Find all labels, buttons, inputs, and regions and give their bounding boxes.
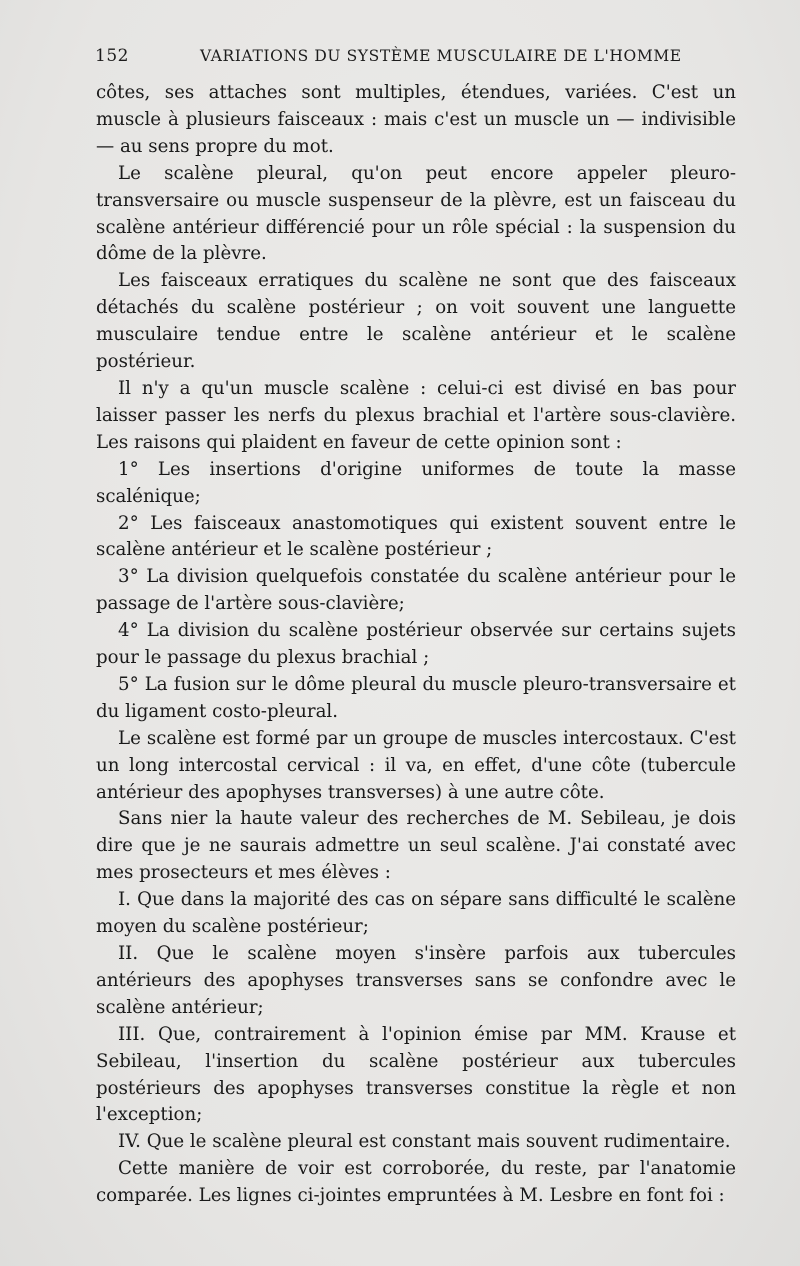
page-number: 152 [95,46,129,66]
list-item-2: 2° Les faisceaux anastomotiques qui existent souvent entre le scalène antérieur et le scalène postérieur ; [96,512,736,561]
list-item-4: 4° La division du scalène postérieur observée sur certains sujets pour le passage du plexus brachial ; [96,620,736,669]
list-item-II: II. Que le scalène moyen s'insère parfois aux tubercules antérieurs des apophyses transverses sans se confondre avec le scalène antérieur; [96,943,736,1018]
list-item-III: III. Que, contrairement à l'opinion émise par MM. Krause et Sebileau, l'insertion du scalène postérieur aux tubercules postérieurs des apophyses transverses constitue la règle et non l'exception; [96,1023,736,1126]
list-item-1: 1° Les insertions d'origine uniformes de toute la masse scalénique; [96,458,736,507]
paragraph-faisceaux-erratiques: Les faisceaux erratiques du scalène ne sont que des faisceaux détachés du scalène postérieur ; on voit souvent une languette musculaire tendue entre le scalène antérieur et le scalène postérieur. [96,270,736,373]
body-text [96,80,736,1210]
running-head-title: VARIATIONS DU SYSTÈME MUSCULAIRE DE L'HOMME [200,47,682,65]
paragraph-scalene-pleural: Le scalène pleural, qu'on peut encore appeler pleuro-transversaire ou muscle suspenseur de la plèvre, est un faisceau du scalène antérieur différencié pour un rôle spécial : la suspension du dôme de la plèvre. [96,162,736,265]
list-item-5: 5° La fusion sur le dôme pleural du muscle pleuro-transversaire et du ligament costo-pleural. [96,673,736,722]
paragraph-sebileau: Sans nier la haute valeur des recherches de M. Sebileau, je dois dire que je ne saurais admettre un seul scalène. J'ai constaté avec mes prosecteurs et mes élèves : [96,808,736,884]
paragraph-un-muscle-scalene: Il n'y a qu'un muscle scalène : celui-ci est divisé en bas pour laisser passer les nerfs du plexus brachial et l'artère sous-clavière. Les raisons qui plaident en faveur de cette opinion sont : [96,377,736,453]
paragraph-anatomie-comparee: Cette manière de voir est corroborée, du reste, par l'anatomie comparée. Les lignes ci-jointes empruntées à M. Lesbre en font foi : [96,1158,736,1207]
list-item-I: I. Que dans la majorité des cas on sépare sans difficulté le scalène moyen du scalène postérieur; [96,889,736,938]
paragraph-continuation: côtes, ses attaches sont multiples, étendues, variées. C'est un muscle à plusieurs faisceaux : mais c'est un muscle un — indivisible — au sens propre du mot. [96,82,736,157]
list-item-3: 3° La division quelquefois constatée du scalène antérieur pour le passage de l'artère sous-clavière; [96,566,736,615]
list-item-IV: IV. Que le scalène pleural est constant mais souvent rudimentaire. [118,1131,731,1153]
running-head [95,46,735,72]
paragraph-intercostal: Le scalène est formé par un groupe de muscles intercostaux. C'est un long intercostal cervical : il va, en effet, d'une côte (tubercule antérieur des apophyses transverses) à une autre côte. [96,727,736,803]
